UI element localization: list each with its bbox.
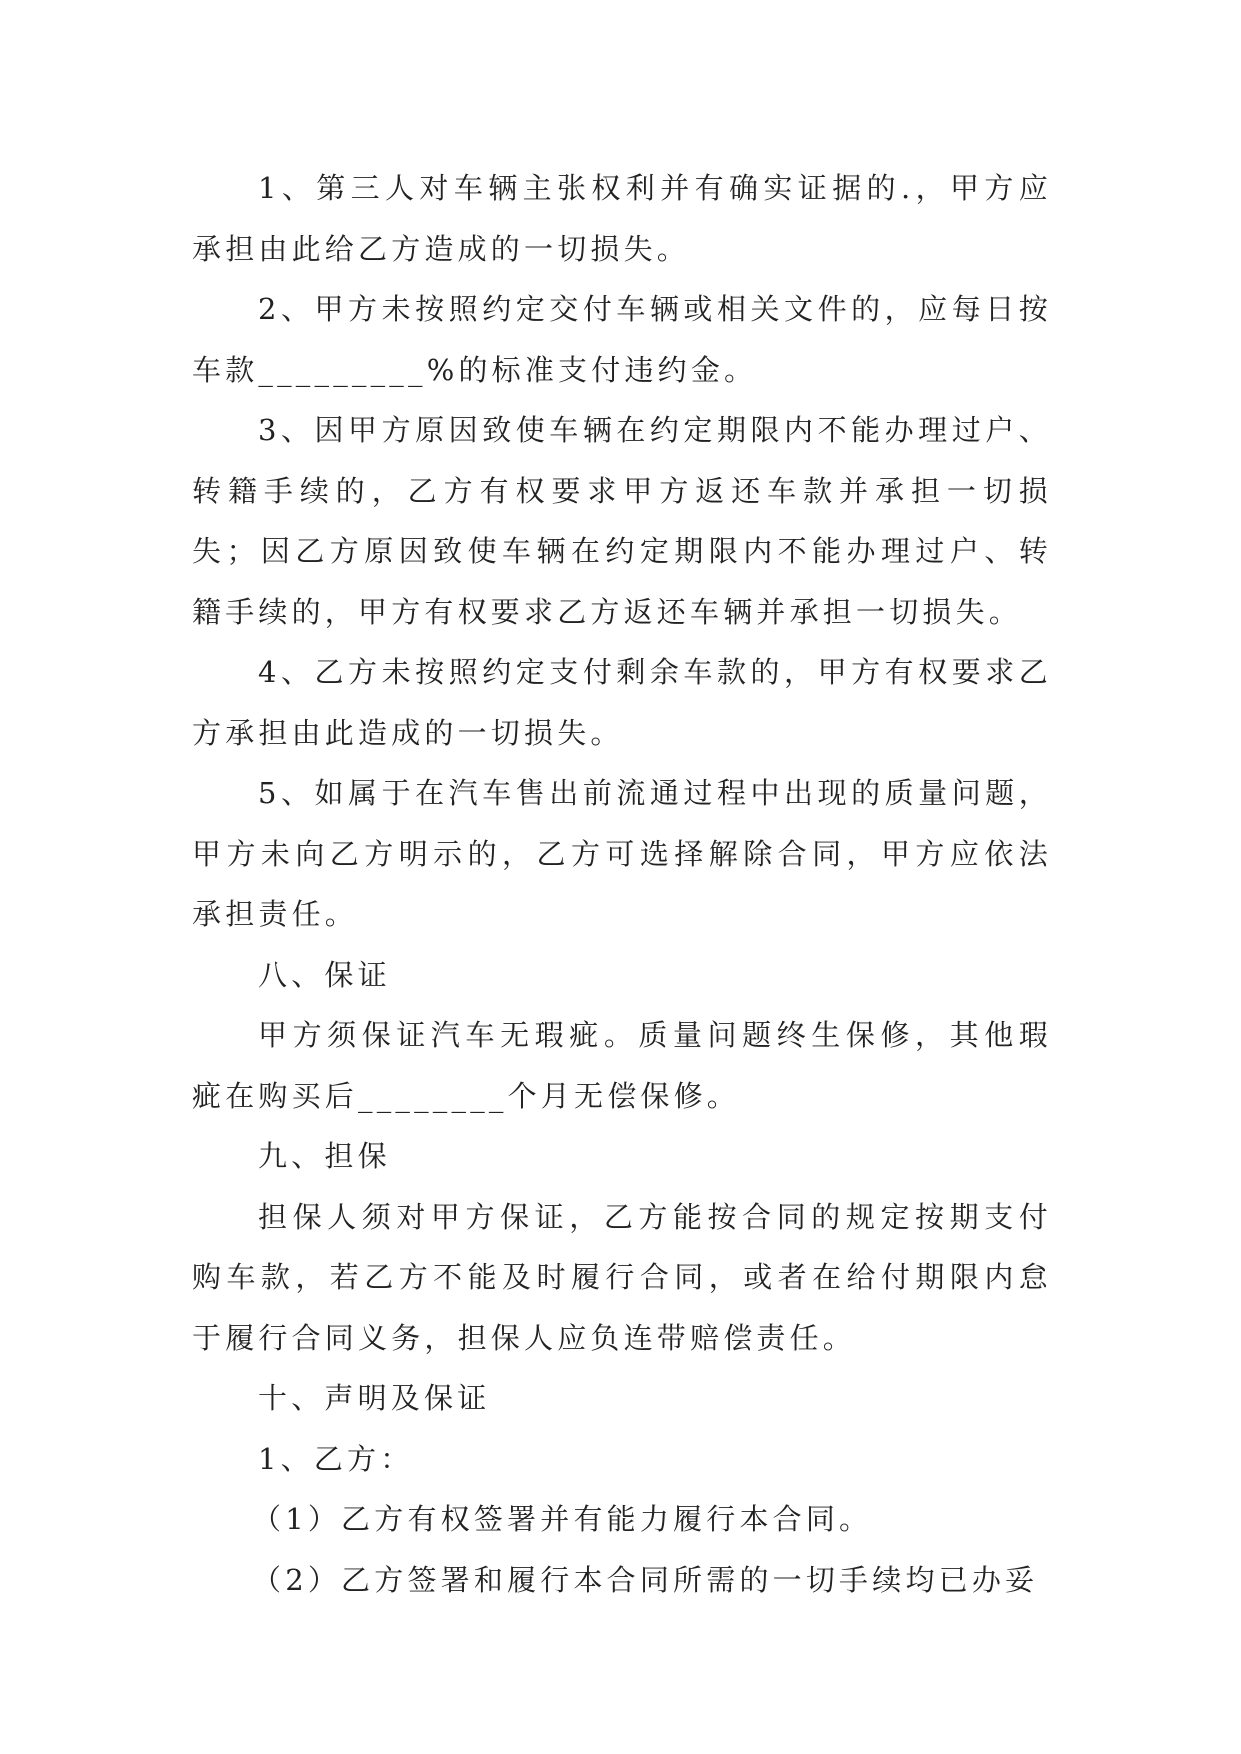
contract-body: [192, 158, 1052, 1610]
clause-quality-issue: 5、如属于在汽车售出前流通过程中出现的质量问题，甲方未向乙方明示的，乙方可选择解除合同，甲方应依法承担责任。: [192, 776, 1052, 931]
section-heading-declarations: 十、声明及保证: [258, 1381, 491, 1415]
declaration-item-1: （1）乙方有权签署并有能力履行本合同。: [252, 1502, 873, 1536]
section-heading-guarantee: 八、保证: [258, 957, 391, 992]
guarantee-text: 甲方须保证汽车无瑕疵。质量问题终生保修，其他瑕疵在购买后________个月无偿保修。: [192, 1018, 1052, 1113]
clause-unpaid-balance: 4、乙方未按照约定支付剩余车款的，甲方有权要求乙方承担由此造成的一切损失。: [192, 655, 1052, 750]
declaration-item-2: （2）乙方签署和履行本合同所需的一切手续均已办妥: [252, 1562, 1039, 1597]
declaration-party-b-heading: 1、乙方：: [258, 1441, 414, 1476]
section-heading-security: 九、担保: [258, 1139, 391, 1173]
clause-transfer-failure: 3、因甲方原因致使车辆在约定期限内不能办理过户、转籍手续的，乙方有权要求甲方返还车款并承担一切损失；因乙方原因致使车辆在约定期限内不能办理过户、转籍手续的，甲方有权要求乙方返还车辆并承担一切损失。: [192, 413, 1052, 629]
clause-third-party-claim: 1、第三人对车辆主张权利并有确实证据的.，甲方应承担由此给乙方造成的一切损失。: [192, 171, 1052, 266]
security-text: 担保人须对甲方保证，乙方能按合同的规定按期支付购车款，若乙方不能及时履行合同，或者在给付期限内怠于履行合同义务，担保人应负连带赔偿责任。: [192, 1199, 1052, 1355]
clause-late-delivery-penalty: 2、甲方未按照约定交付车辆或相关文件的，应每日按车款_________%的标准支付违约金。: [192, 292, 1052, 387]
